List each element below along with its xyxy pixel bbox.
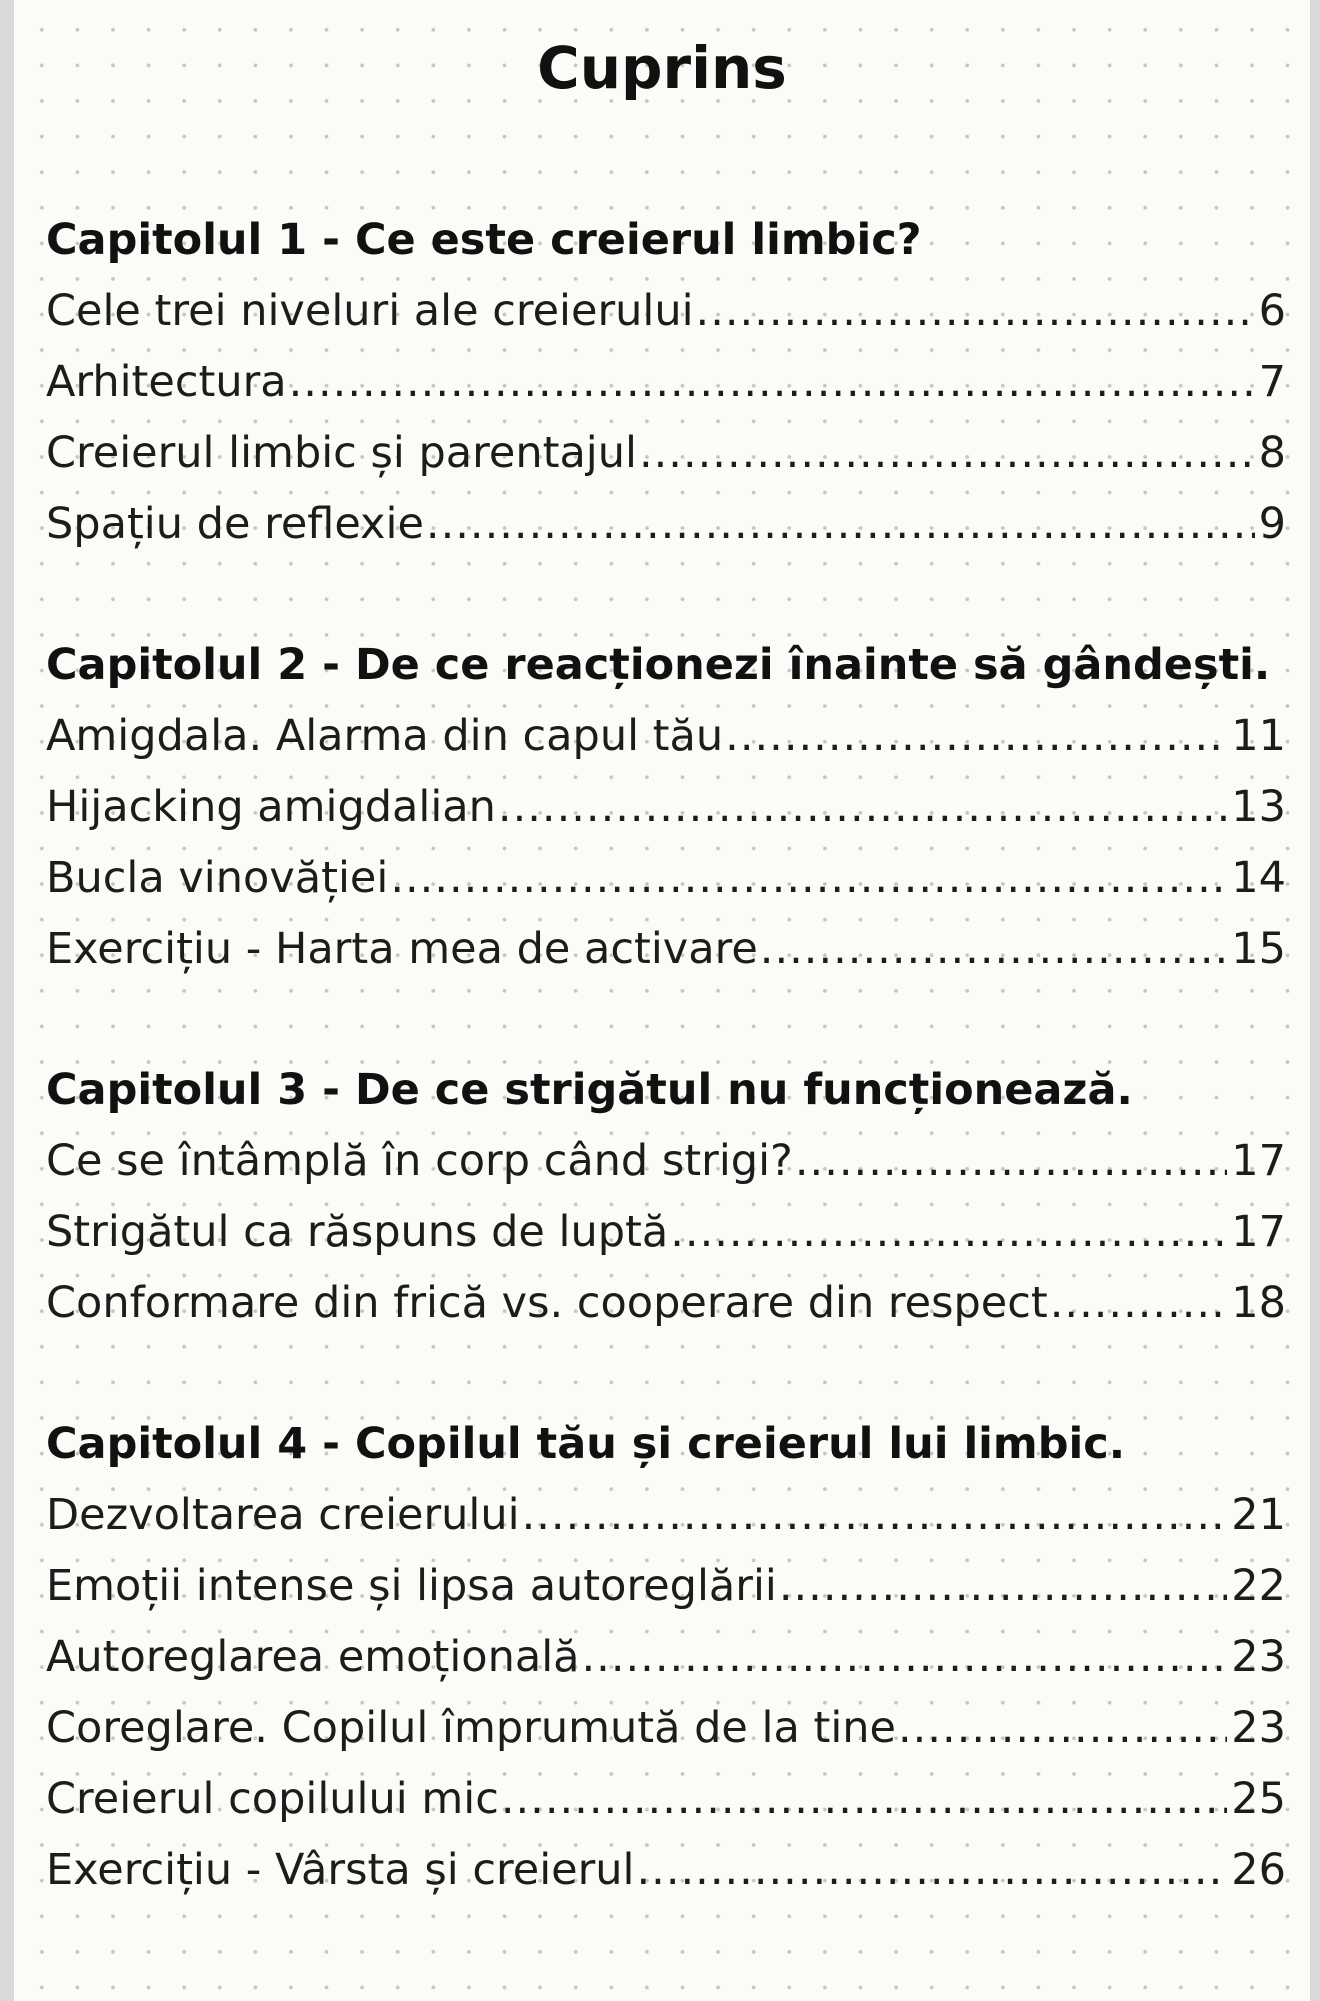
entry-title: Exercițiu - Harta mea de activare — [46, 924, 758, 974]
dot-leader — [696, 276, 1255, 347]
entry-title: Cele trei niveluri ale creierului — [46, 286, 694, 336]
toc-entry[interactable] — [46, 772, 1286, 843]
dot-leader — [637, 1835, 1228, 1906]
page-number: 15 — [1231, 924, 1286, 974]
entry-title: Spațiu de reflexie — [46, 499, 424, 549]
dot-leader — [390, 843, 1227, 914]
toc-entry[interactable] — [46, 347, 1286, 418]
entry-title: Bucla vinovăției — [46, 853, 389, 903]
toc-entry[interactable] — [46, 843, 1286, 914]
dot-leader — [670, 1197, 1227, 1268]
chapter-2 — [46, 630, 1286, 985]
dot-leader — [725, 701, 1227, 772]
page-number: 26 — [1231, 1845, 1286, 1895]
dot-leader — [779, 1551, 1227, 1622]
toc-entry[interactable] — [46, 1551, 1286, 1622]
page-number: 17 — [1231, 1136, 1286, 1186]
entry-title: Autoreglarea emoțională — [46, 1632, 580, 1682]
toc-entry[interactable] — [46, 1693, 1286, 1764]
page-number: 22 — [1231, 1561, 1286, 1611]
chapter-heading: Capitolul 4 - Copilul tău și creierul lui limbic. — [46, 1419, 1126, 1469]
chapter-heading: Capitolul 1 - Ce este creierul limbic? — [46, 215, 922, 265]
page-title: Cuprins — [537, 34, 787, 102]
page-number: 6 — [1258, 286, 1286, 336]
toc-entry[interactable] — [46, 1480, 1286, 1551]
entry-title: Strigătul ca răspuns de luptă — [46, 1207, 669, 1257]
entry-title: Amigdala. Alarma din capul tău — [46, 711, 724, 761]
toc-entry[interactable] — [46, 1835, 1286, 1906]
entry-title: Creierul copilului mic — [46, 1774, 499, 1824]
chapter-3 — [46, 1055, 1286, 1339]
page-number: 18 — [1231, 1278, 1286, 1328]
page-number: 8 — [1258, 428, 1286, 478]
toc-entry[interactable] — [46, 701, 1286, 772]
dot-leader — [760, 914, 1227, 985]
entry-title: Coreglare. Copilul împrumută de la tine — [46, 1703, 897, 1753]
chapter-4 — [46, 1409, 1286, 1906]
entry-title: Ce se întâmplă în corp când strigi? — [46, 1136, 793, 1186]
dot-leader — [795, 1126, 1227, 1197]
toc-entry[interactable] — [46, 914, 1286, 985]
page-number: 21 — [1231, 1490, 1286, 1540]
dot-leader — [522, 1480, 1228, 1551]
toc-entry[interactable] — [46, 276, 1286, 347]
page-number: 9 — [1258, 499, 1286, 549]
page-number: 23 — [1231, 1632, 1286, 1682]
page-number: 13 — [1231, 782, 1286, 832]
entry-title: Conformare din frică vs. cooperare din respect — [46, 1278, 1048, 1328]
dot-leader — [898, 1693, 1227, 1764]
dot-leader — [501, 1764, 1227, 1835]
toc-entry[interactable] — [46, 418, 1286, 489]
chapter-heading: Capitolul 2 - De ce reacționezi înainte să gândești. — [46, 640, 1271, 690]
entry-title: Hijacking amigdalian — [46, 782, 496, 832]
entry-title: Creierul limbic și parentajul — [46, 428, 637, 478]
page-number: 7 — [1258, 357, 1286, 407]
dot-leader — [582, 1622, 1228, 1693]
page-number: 25 — [1231, 1774, 1286, 1824]
toc-entry[interactable] — [46, 1622, 1286, 1693]
dot-leader — [639, 418, 1255, 489]
toc-entry[interactable] — [46, 1126, 1286, 1197]
toc-entry[interactable] — [46, 489, 1286, 560]
entry-title: Arhitectura — [46, 357, 287, 407]
page-number: 17 — [1231, 1207, 1286, 1257]
page-number: 23 — [1231, 1703, 1286, 1753]
page-number: 14 — [1231, 853, 1286, 903]
document-page — [14, 0, 1310, 2001]
dot-leader — [426, 489, 1255, 560]
dot-leader — [289, 347, 1255, 418]
dot-leader — [1050, 1268, 1228, 1339]
entry-title: Emoții intense și lipsa autoreglării — [46, 1561, 777, 1611]
dot-leader — [498, 772, 1227, 843]
entry-title: Dezvoltarea creierului — [46, 1490, 520, 1540]
chapter-1 — [46, 205, 1286, 560]
toc-entry[interactable] — [46, 1268, 1286, 1339]
page-number: 11 — [1231, 711, 1286, 761]
chapter-heading: Capitolul 3 - De ce strigătul nu funcționează. — [46, 1065, 1133, 1115]
entry-title: Exercițiu - Vârsta și creierul — [46, 1845, 635, 1895]
toc-entry[interactable] — [46, 1197, 1286, 1268]
toc-entry[interactable] — [46, 1764, 1286, 1835]
